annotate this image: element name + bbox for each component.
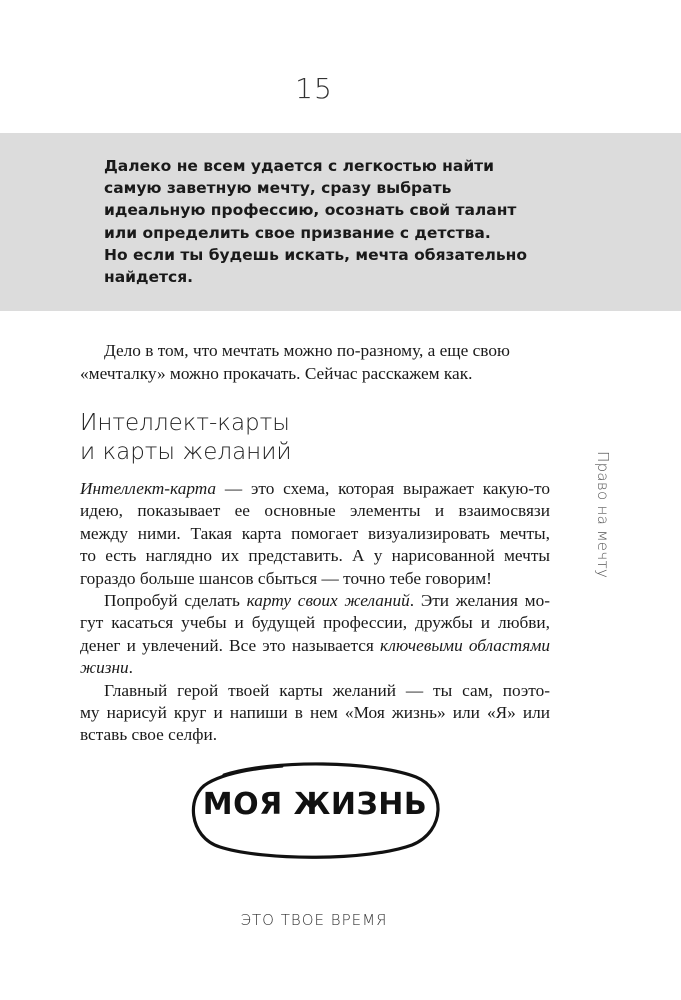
intro-line: «мечталку» можно прокачать. Сейчас расскажем как. — [80, 364, 473, 383]
body-text — [80, 478, 550, 747]
body-text-span: Попробуй сделать — [104, 591, 247, 611]
term-wish-map: карту своих желаний — [246, 591, 410, 611]
body-line: вставь свое селфи. — [80, 725, 218, 745]
term-key-areas: ключевыми областями — [380, 635, 550, 655]
body-line: гут касаться учебы и будущей профессии, дружбы и любви, — [80, 613, 550, 633]
body-text-span: . — [128, 658, 133, 678]
intro-line: Дело в том, что мечтать можно по-разному, а еще свою — [104, 341, 510, 360]
heading-line: и карты желаний — [80, 439, 292, 465]
body-line — [80, 478, 550, 500]
body-line: гораздо больше шансов сбыться — точно тебе говорим! — [80, 568, 492, 588]
body-line: идею, показывает ее основные элементы и взаимосвязи — [80, 501, 550, 521]
term-key-areas-end: жизни — [80, 658, 129, 678]
my-life-bubble — [184, 757, 446, 863]
page-number: 15 — [295, 72, 333, 105]
term-mind-map: Интеллект-карта — [80, 479, 217, 498]
body-line: то есть наглядно их представить. А у нарисованной мечты — [80, 546, 550, 566]
body-text-span: — это схема, которая выражает какую-то — [216, 479, 550, 498]
callout-line: Далеко не всем удается с легкостью найти — [104, 157, 495, 175]
heading-line: Интеллект-карты — [80, 410, 290, 436]
body-text-span: . Эти желания мо- — [409, 591, 550, 611]
body-line: му нарисуй круг и напиши в нем «Моя жизнь» или «Я» или — [80, 703, 550, 723]
body-line: между ними. Такая карта помогает визуализировать мечты, — [80, 523, 550, 543]
callout-line: Но если ты будешь искать, мечта обязательно — [104, 245, 527, 264]
body-line — [80, 657, 550, 679]
footer-running-title: ЭТО ТВОЕ ВРЕМЯ — [240, 911, 388, 929]
body-line — [80, 635, 550, 657]
body-line: Главный герой твоей карты желаний — ты сам, поэто- — [104, 680, 550, 700]
running-head-vertical: Право на мечту — [594, 451, 612, 579]
body-line — [80, 590, 550, 612]
intro-paragraph — [80, 339, 550, 385]
callout-line: или определить свое призвание с детства. — [104, 223, 491, 242]
callout-text — [104, 155, 544, 288]
section-heading — [80, 409, 292, 467]
body-text-span: денег и увлечений. Все это называется — [80, 635, 380, 655]
callout-line: самую заветную мечту, сразу выбрать — [104, 179, 452, 198]
bubble-label: МОЯ ЖИЗНЬ — [202, 787, 428, 822]
callout-line: найдется. — [104, 268, 194, 287]
callout-line: идеальную профессию, осознать свой талант — [104, 201, 517, 220]
